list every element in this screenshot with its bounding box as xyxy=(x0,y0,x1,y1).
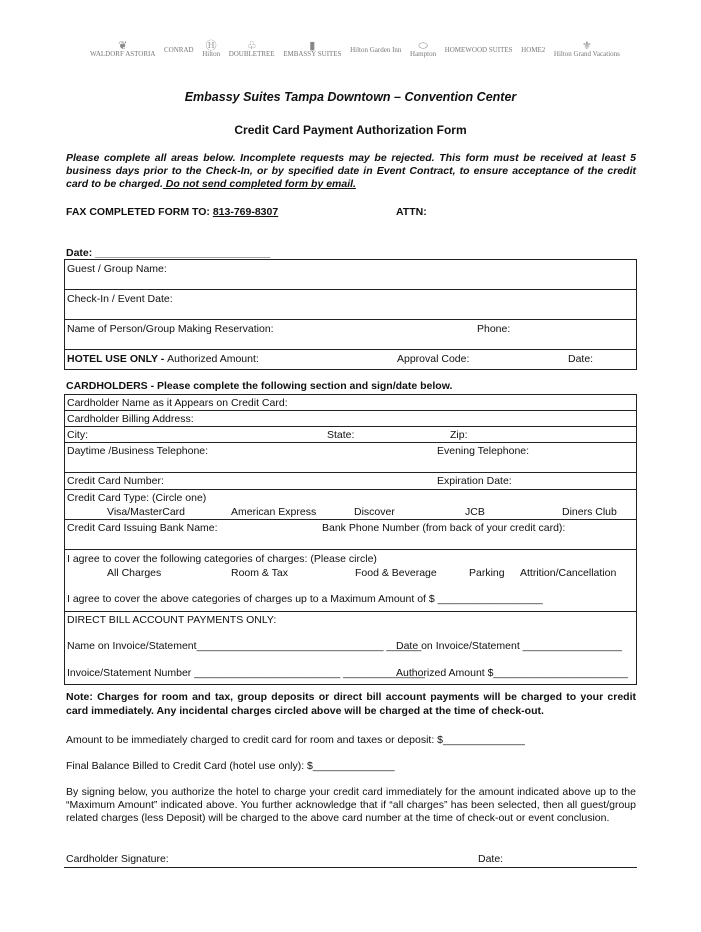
logo-homewood: HOMEWOOD SUITES xyxy=(444,46,513,54)
hotel-use-row[interactable]: HOTEL USE ONLY - Authorized Amount: Approval Code: Date: xyxy=(67,353,594,365)
type-amex[interactable]: American Express xyxy=(231,506,317,518)
invoice-date-field[interactable]: Date on Invoice/Statement _________________ xyxy=(396,640,622,652)
type-visa[interactable]: Visa/MasterCard xyxy=(107,506,186,518)
billing-row[interactable]: Cardholder Billing Address: xyxy=(65,411,636,427)
category-all[interactable]: All Charges xyxy=(107,567,162,579)
signature-label: Cardholder Signature: xyxy=(66,853,169,865)
fax-number: 813-769-8307 xyxy=(212,206,279,218)
hotel-title: Embassy Suites Tampa Downtown – Convention Center xyxy=(184,90,517,104)
authorized-amount-field[interactable]: Authorized Amount $_______________________ xyxy=(396,667,628,679)
direct-bill-row: DIRECT BILL ACCOUNT PAYMENTS ONLY: Name on Invoice/Statement________________________________ ______ Date on Invoice/Statement _________________ Invoice/Statement Number _________________________ ______________ Authorized Amount $_______________________ xyxy=(67,614,628,679)
logo-grand-vacations: ⚜ Hilton Grand Vacations xyxy=(553,40,620,58)
logo-waldorf: ❦ WALDORF ASTORIA xyxy=(90,40,156,58)
cardholders-heading: CARDHOLDERS - Please complete the following section and sign/date below. xyxy=(66,380,453,392)
guest-row[interactable]: Guest / Group Name: xyxy=(65,260,636,290)
type-diners[interactable]: Diners Club xyxy=(562,506,617,518)
signature-line[interactable] xyxy=(64,867,637,868)
checkin-row[interactable]: Check-In / Event Date: xyxy=(65,290,636,320)
max-amount-field[interactable]: I agree to cover the above categories of charges up to a Maximum Amount of $ __________________ xyxy=(67,593,543,605)
type-discover[interactable]: Discover xyxy=(354,506,395,518)
final-balance-field[interactable]: Final Balance Billed to Credit Card (hotel use only): $______________ xyxy=(66,760,395,772)
booking-box xyxy=(64,259,637,370)
card-type-row[interactable]: Credit Card Type: (Circle one) Visa/MasterCard American Express Discover JCB Diners Club xyxy=(65,490,636,520)
form-title: Credit Card Payment Authorization Form xyxy=(234,123,467,137)
invoice-number-field[interactable]: Invoice/Statement Number _________________________ ______________ xyxy=(67,667,425,679)
cardholder-name-row[interactable]: Cardholder Name as it Appears on Credit Card: xyxy=(65,395,636,411)
logo-conrad: CONRAD xyxy=(164,46,194,54)
telephone-row[interactable]: Daytime /Business Telephone: Evening Telephone: xyxy=(65,443,636,473)
card-number-row[interactable]: Credit Card Number: Expiration Date: xyxy=(65,473,636,490)
signature-date-label: Date: xyxy=(478,853,504,865)
cardholder-box xyxy=(64,394,637,685)
authorization-paragraph: By signing below, you authorize the hotel to charge your credit card immediately for the amount indicated above up to the “Maximum Amount” indicated above. You further acknowledge that if “all charges” has been selected, then all guest/group related charges (less Deposit) will be charged to the above card number at the time of check-out or event conclusion. xyxy=(66,786,636,824)
fax-line: FAX COMPLETED FORM TO: 813-769-8307 xyxy=(66,206,279,218)
category-attrition[interactable]: Attrition/Cancellation xyxy=(520,567,617,579)
logo-doubletree: ♧ DOUBLETREE xyxy=(228,40,275,58)
logo-hilton: Ⓗ Hilton xyxy=(202,40,221,58)
attn-label: ATTN: xyxy=(396,206,427,218)
category-room[interactable]: Room & Tax xyxy=(231,567,288,579)
brand-logos xyxy=(90,30,620,70)
invoice-name-field[interactable]: Name on Invoice/Statement________________________________ ______ xyxy=(67,640,422,652)
charges-row: I agree to cover the following categories of charges: (Please circle) All Charges Room & Tax Food & Beverage Parking Attrition/Cancellation I agree to cover the above categories of charges up to a Maximum Amount of $ __________________ xyxy=(65,550,636,612)
city-row[interactable]: City: State: Zip: xyxy=(65,427,636,443)
reservation-row[interactable]: Name of Person/Group Making Reservation: Phone: xyxy=(65,320,636,350)
date-field[interactable]: Date: ______________________________ xyxy=(66,247,271,259)
category-parking[interactable]: Parking xyxy=(469,567,505,579)
intro-paragraph: Please complete all areas below. Incomplete requests may be rejected. This form must be received at least 5 business days prior to the Check-In, or by specified date in Event Contract, to ensure acceptance of the credit card to be charged. Do not send completed form by email. xyxy=(66,152,636,190)
charges-note: Note: Charges for room and tax, group deposits or direct bill account payments will be charged to your credit card immediately. Any incidental charges circled above will be charged at the time of check-out. xyxy=(66,691,636,717)
category-fb[interactable]: Food & Beverage xyxy=(355,567,437,579)
logo-embassy: ▮ EMBASSY SUITES xyxy=(283,40,342,58)
amount-immediate-field[interactable]: Amount to be immediately charged to credit card for room and taxes or deposit: $______________ xyxy=(66,734,525,746)
type-jcb[interactable]: JCB xyxy=(465,506,485,518)
logo-hampton: ⬭ Hampton xyxy=(410,40,437,58)
bank-row[interactable]: Credit Card Issuing Bank Name: Bank Phone Number (from back of your credit card): xyxy=(65,520,636,550)
logo-home2: HOME2 xyxy=(521,46,546,54)
logo-garden-inn: Hilton Garden Inn xyxy=(350,46,402,54)
